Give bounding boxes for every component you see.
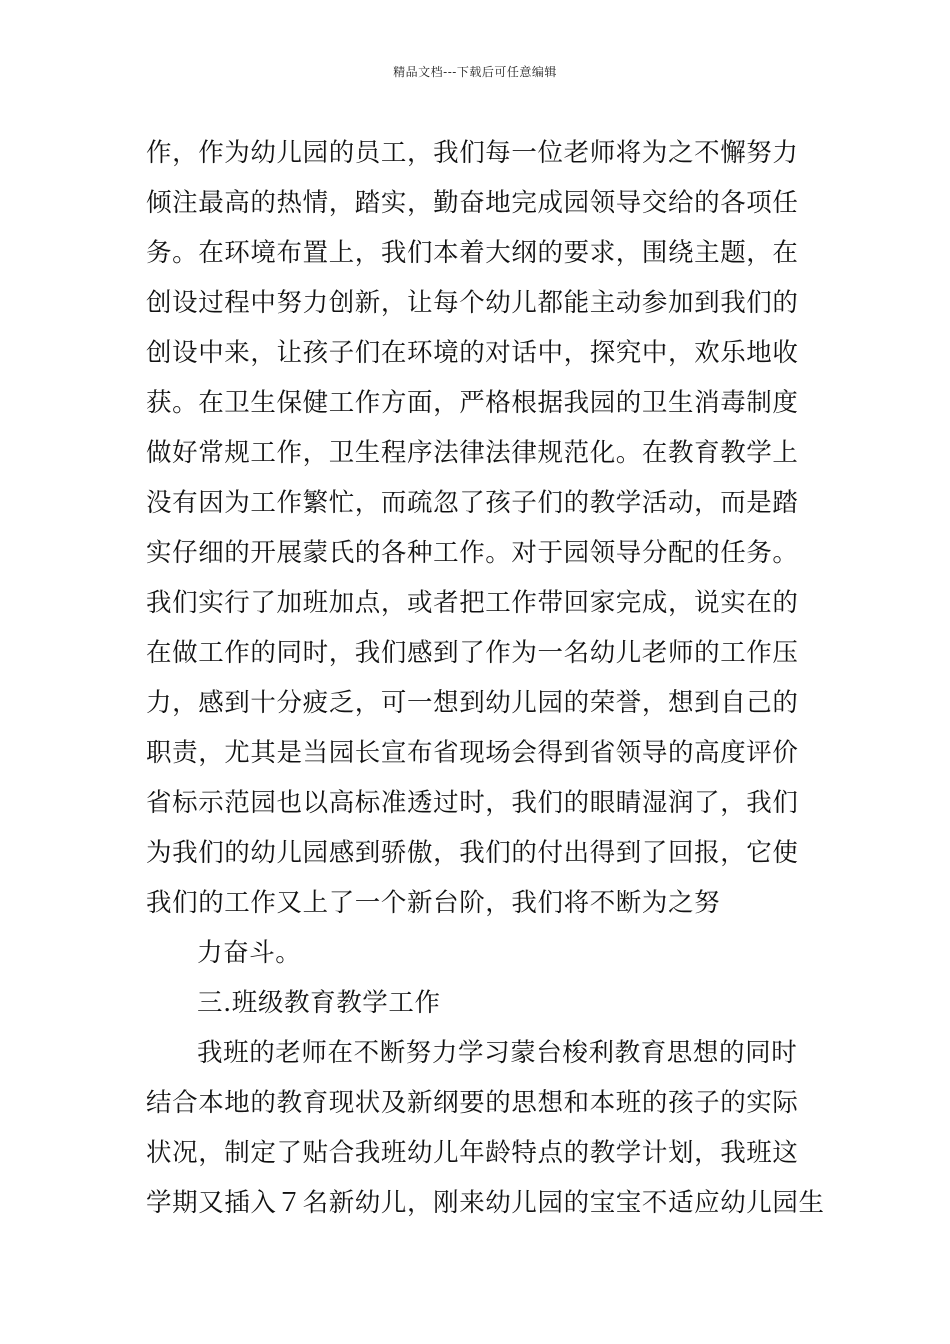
text-line: 实仔细的开展蒙氏的各种工作。对于园领导分配的任务。	[146, 538, 799, 568]
text-line: 在做工作的同时，我们感到了作为一名幼儿老师的工作压	[146, 638, 799, 668]
text-line: 务。在环境布置上，我们本着大纲的要求，围绕主题，在	[146, 238, 799, 268]
text-line: 省标示范园也以高标准透过时，我们的眼睛湿润了，我们	[146, 788, 799, 818]
text-line: 学期又插入７名新幼儿，刚来幼儿园的宝宝不适应幼儿园生	[146, 1188, 825, 1218]
text-line: 我们实行了加班加点，或者把工作带回家完成，说实在的	[146, 588, 799, 618]
text-line: 力奋斗。	[197, 938, 302, 968]
text-line: 结合本地的教育现状及新纲要的思想和本班的孩子的实际	[146, 1088, 799, 1118]
text-line: 做好常规工作，卫生程序法律法律规范化。在教育教学上	[146, 438, 799, 468]
text-line: 倾注最高的热情，踏实，勤奋地完成园领导交给的各项任	[146, 188, 799, 218]
document-body	[146, 128, 826, 1228]
text-line: 为我们的幼儿园感到骄傲，我们的付出得到了回报，它使	[146, 838, 799, 868]
text-line: 我班的老师在不断努力学习蒙台梭利教育思想的同时	[197, 1038, 798, 1068]
text-line: 创设中来，让孩子们在环境的对话中，探究中，欢乐地收	[146, 338, 799, 368]
text-line: 作，作为幼儿园的员工，我们每一位老师将为之不懈努力	[146, 138, 799, 168]
page-header: 精品文档---下载后可任意编辑	[393, 65, 557, 79]
text-line: 获。在卫生保健工作方面，严格根据我园的卫生消毒制度	[146, 388, 799, 418]
text-line: 我们的工作又上了一个新台阶，我们将不断为之努	[146, 888, 721, 918]
text-line: 状况，制定了贴合我班幼儿年龄特点的教学计划，我班这	[146, 1138, 799, 1168]
text-line: 职责，尤其是当园长宣布省现场会得到省领导的高度评价	[146, 738, 799, 768]
text-line: 创设过程中努力创新，让每个幼儿都能主动参加到我们的	[146, 288, 799, 318]
text-line: 力，感到十分疲乏，可一想到幼儿园的荣誉，想到自己的	[146, 688, 799, 718]
text-line: 没有因为工作繁忙，而疏忽了孩子们的教学活动，而是踏	[146, 488, 799, 518]
section-heading: 三.班级教育教学工作	[197, 988, 441, 1018]
